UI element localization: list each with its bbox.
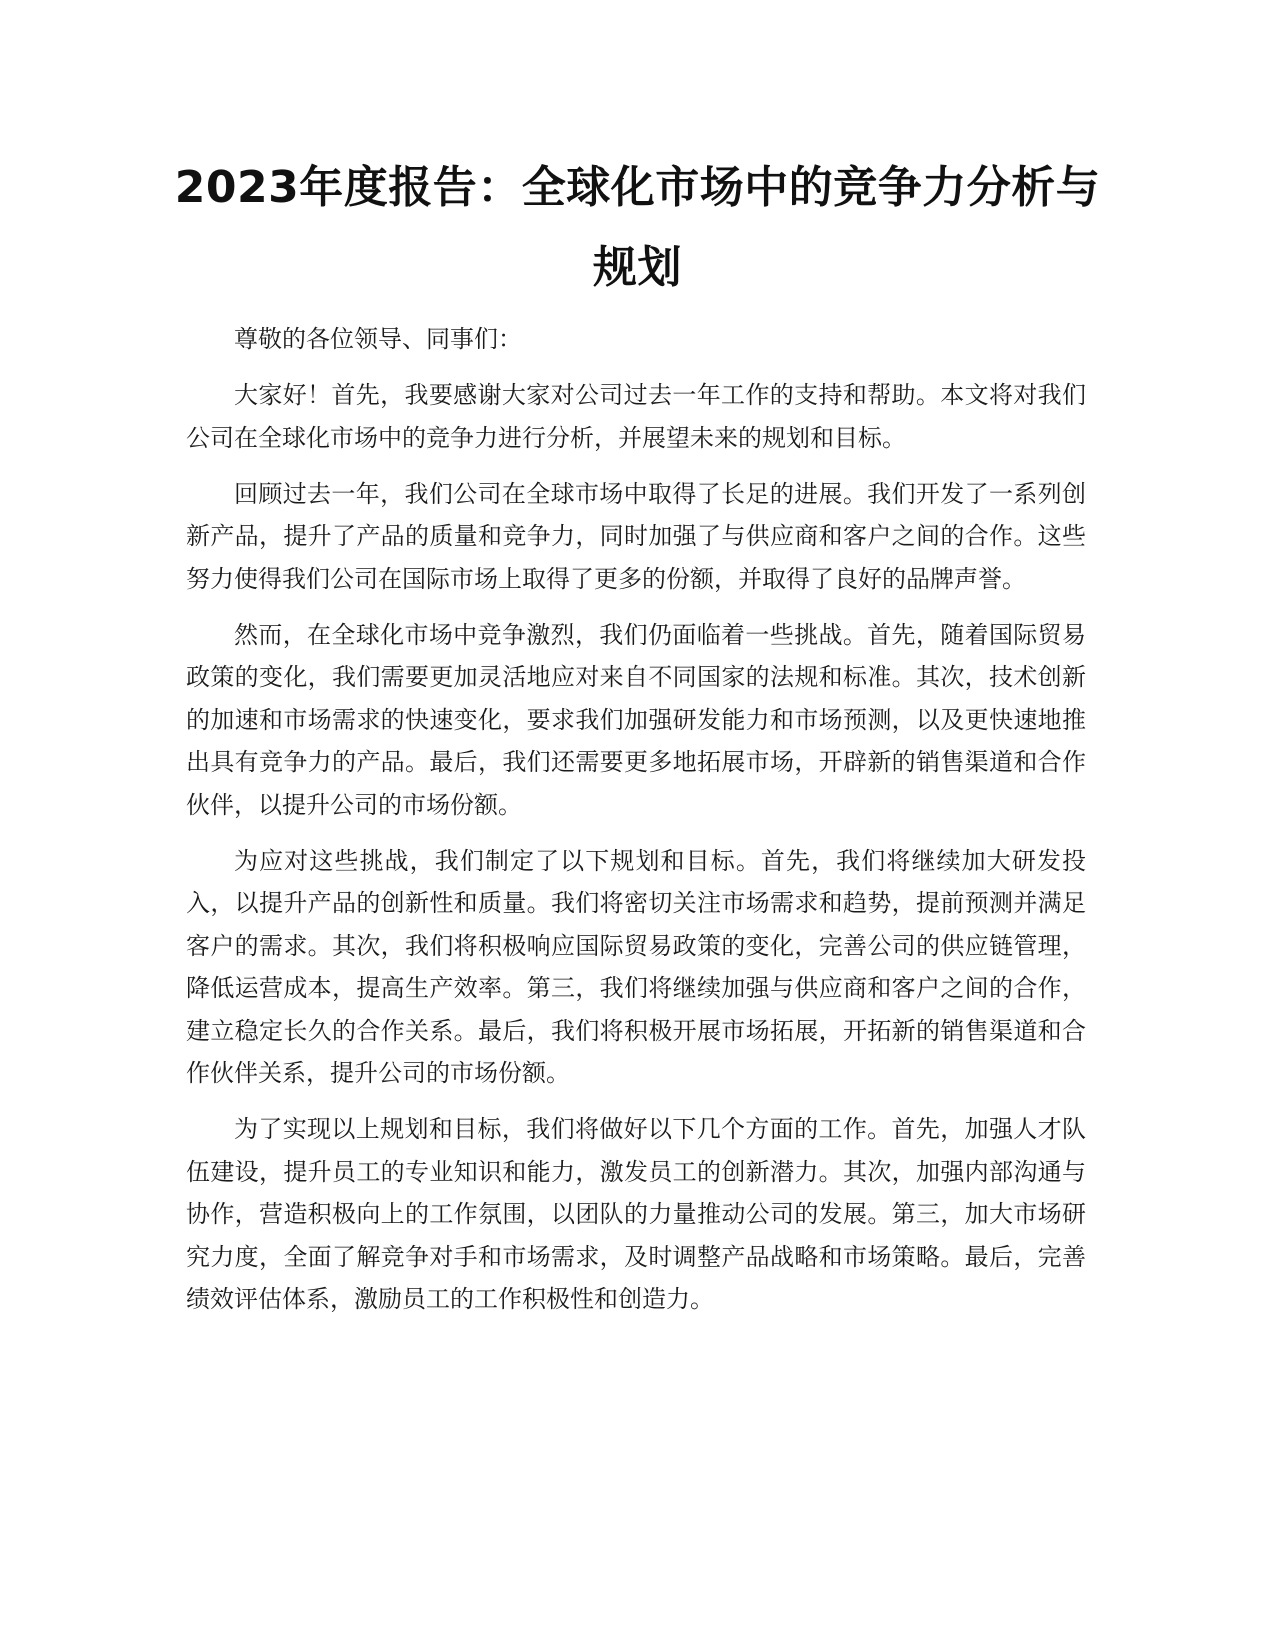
salutation-paragraph: 尊敬的各位领导、同事们： — [234, 325, 522, 353]
body-paragraph: 然而，在全球化市场中竞争激烈，我们仍面临着一些挑战。首先，随着国际贸易政策的变化，我们需要更加灵活地应对来自不同国家的法规和标准。其次，技术创新的加速和市场需求的快速变化，要求我们加强研发能力和市场预测，以及更快速地推出具有竞争力的产品。最后，我们还需要更多地拓展市场，开辟新的销售渠道和合作伙伴，以提升公司的市场份额。 — [186, 620, 1086, 819]
body-paragraph: 回顾过去一年，我们公司在全球市场中取得了长足的进展。我们开发了一系列创新产品，提升了产品的质量和竞争力，同时加强了与供应商和客户之间的合作。这些努力使得我们公司在国际市场上取得了更多的份额，并取得了良好的品牌声誉。 — [186, 479, 1086, 593]
document-body — [186, 318, 1086, 1334]
body-paragraph: 为应对这些挑战，我们制定了以下规划和目标。首先，我们将继续加大研发投入，以提升产品的创新性和质量。我们将密切关注市场需求和趋势，提前预测并满足客户的需求。其次，我们将积极响应国际贸易政策的变化，完善公司的供应链管理，降低运营成本，提高生产效率。第三，我们将继续加强与供应商和客户之间的合作，建立稳定长久的合作关系。最后，我们将积极开展市场拓展，开拓新的销售渠道和合作伙伴关系，提升公司的市场份额。 — [186, 846, 1086, 1087]
body-paragraph: 大家好！首先，我要感谢大家对公司过去一年工作的支持和帮助。本文将对我们公司在全球化市场中的竞争力进行分析，并展望未来的规划和目标。 — [186, 381, 1086, 452]
document-title: 2023年度报告：全球化市场中的竞争力分析与规划 — [174, 162, 1101, 293]
body-paragraph: 为了实现以上规划和目标，我们将做好以下几个方面的工作。首先，加强人才队伍建设，提升员工的专业知识和能力，激发员工的创新潜力。其次，加强内部沟通与协作，营造积极向上的工作氛围，以团队的力量推动公司的发展。第三，加大市场研究力度，全面了解竞争对手和市场需求，及时调整产品战略和市场策略。最后，完善绩效评估体系，激励员工的工作积极性和创造力。 — [186, 1115, 1086, 1313]
